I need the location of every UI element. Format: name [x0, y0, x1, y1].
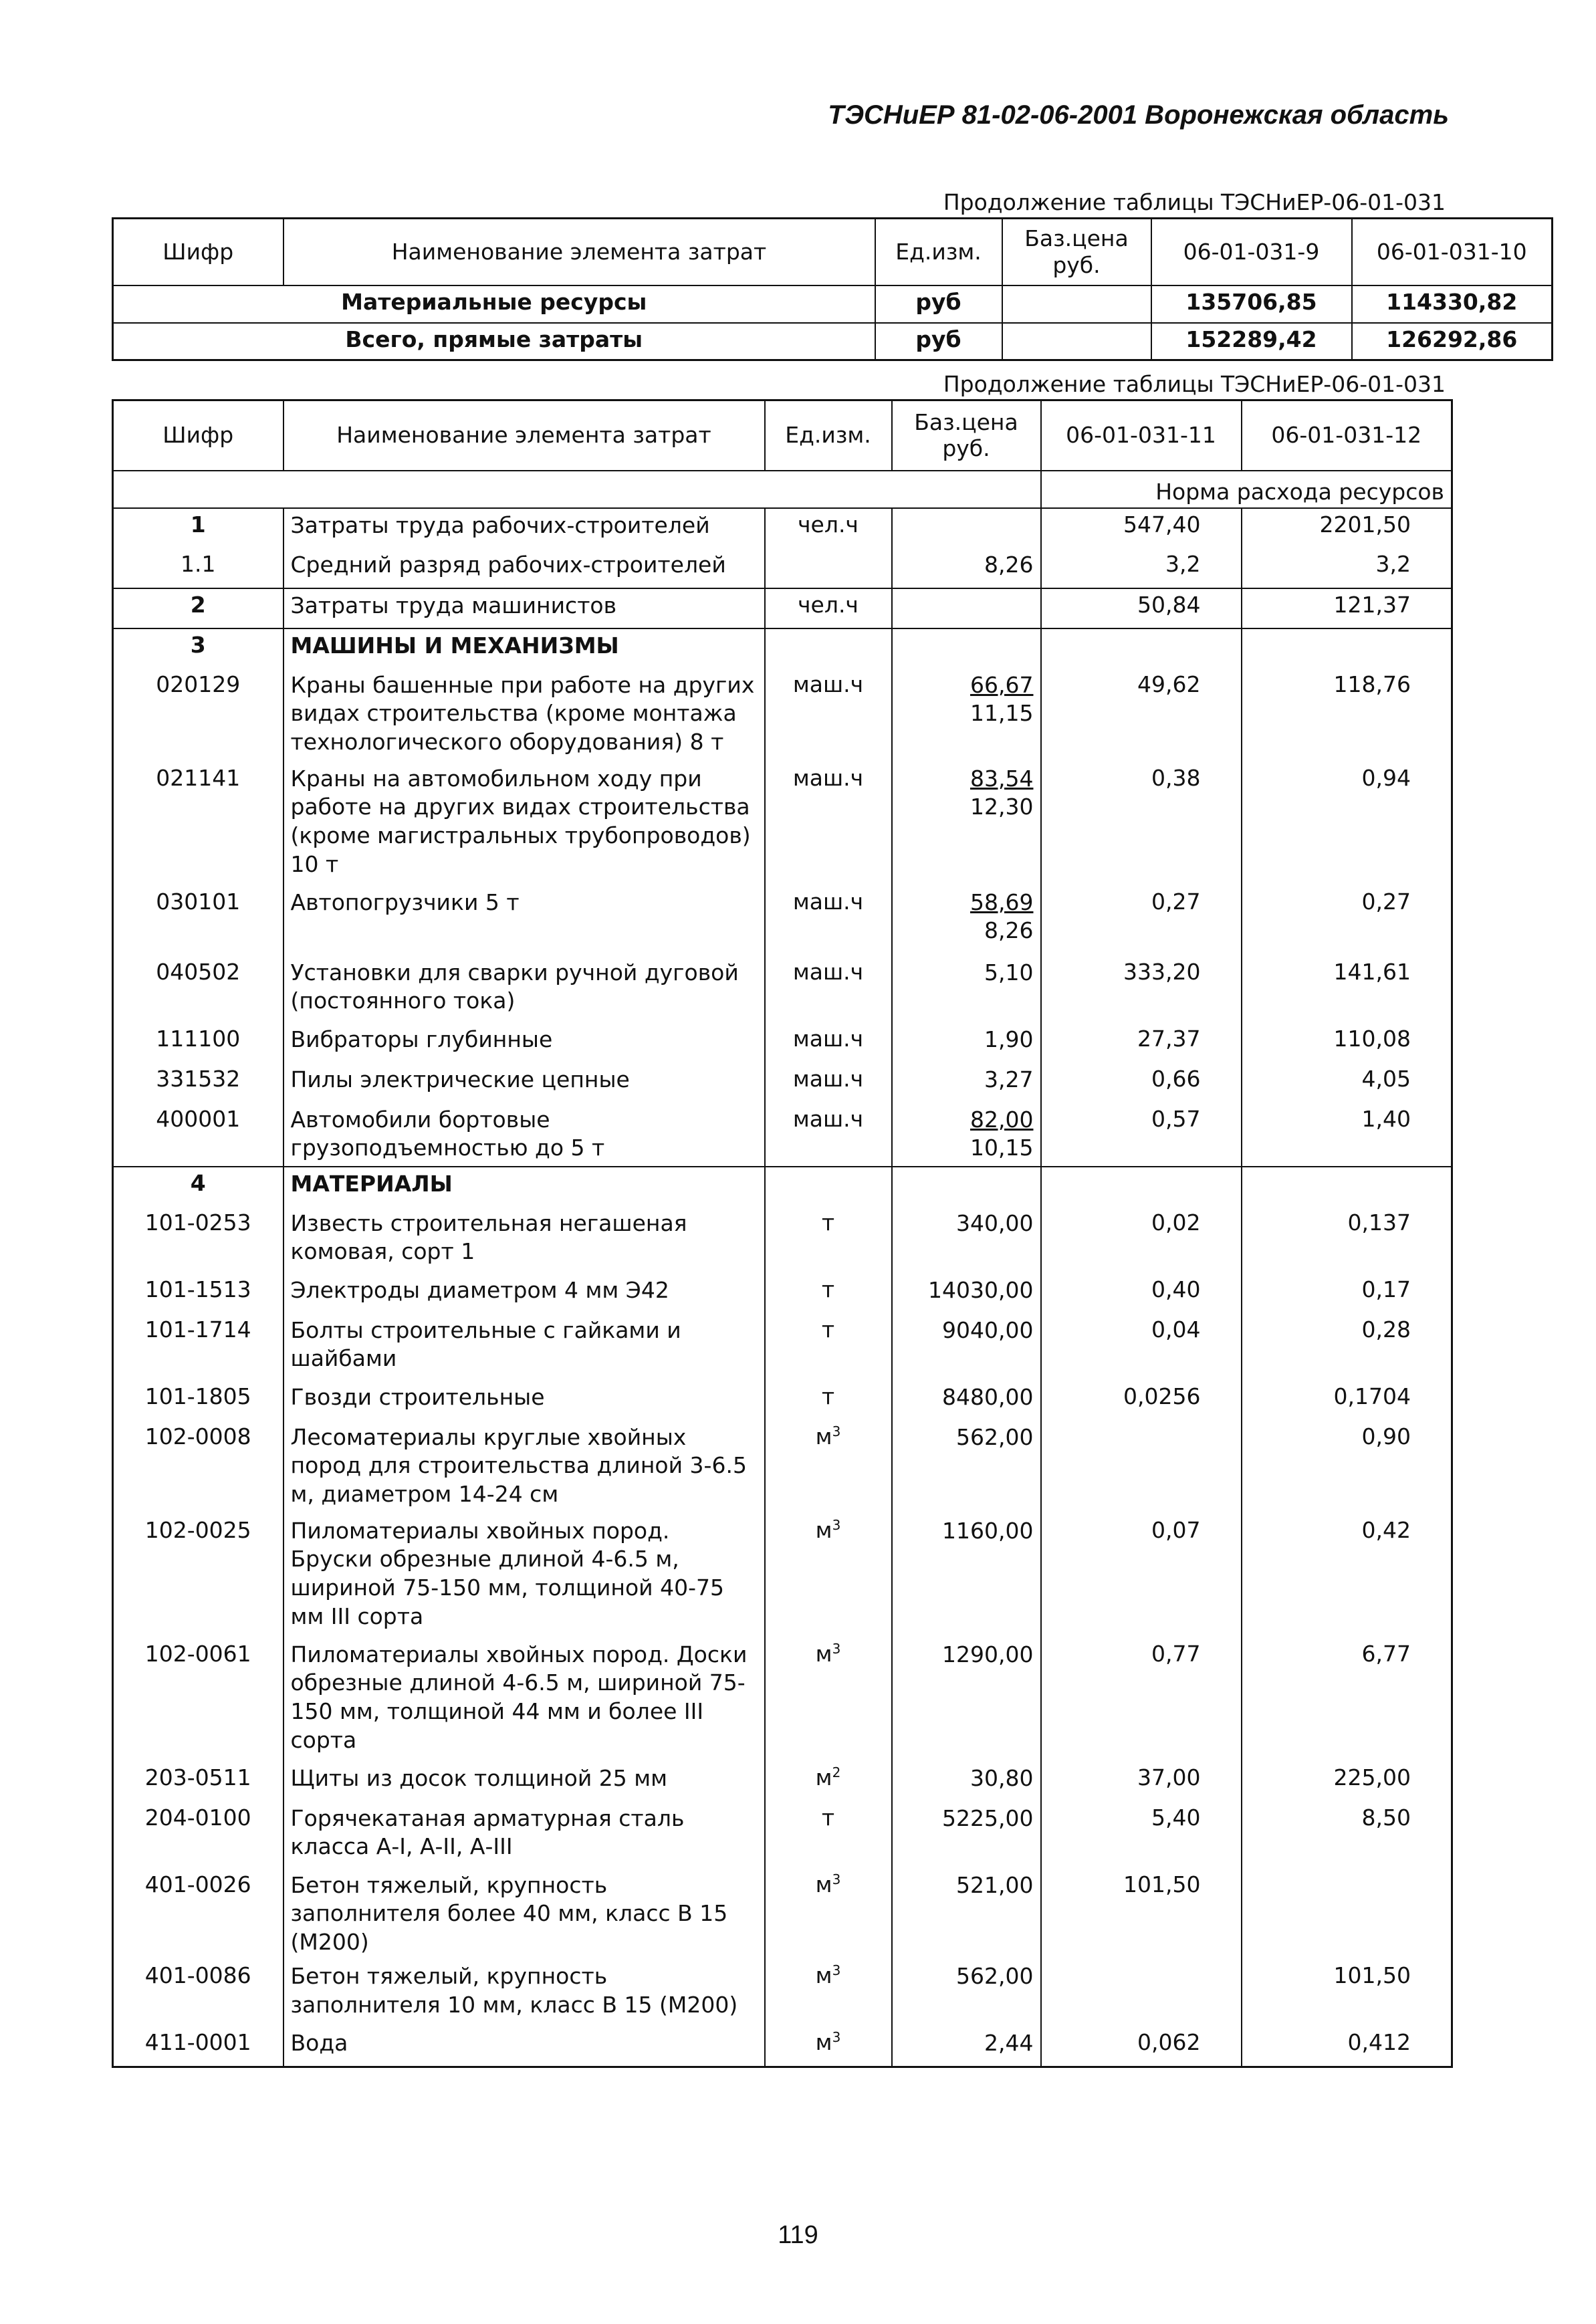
row-unit [765, 1023, 892, 1063]
row-unit [765, 2026, 892, 2067]
row-price [892, 628, 1041, 669]
row-price [892, 1802, 1041, 1869]
page-number: 119 [778, 2221, 818, 2249]
row-name: Средний разряд рабочих-строителей [283, 548, 765, 588]
row-value-a: 0,04 [1041, 1314, 1242, 1381]
table-row [113, 628, 1452, 669]
row-code: 400001 [113, 1103, 283, 1167]
row-value-a: 0,38 [1041, 762, 1242, 886]
table-row [113, 1023, 1452, 1063]
row-value-b: 141,61 [1242, 956, 1452, 1023]
unit-text: маш.ч [792, 1105, 864, 1132]
row-code: 401-0086 [113, 1960, 283, 2026]
row-value-a: 0,062 [1041, 2026, 1242, 2067]
unit-text: маш.ч [792, 1025, 864, 1052]
row-value-a: 27,37 [1041, 1023, 1242, 1063]
table-row [113, 1063, 1452, 1103]
row-name: Краны на автомобильном ходу при работе на других видах строительства (кроме магистральных трубопроводов) 10 т [283, 762, 765, 886]
row-code: 204-0100 [113, 1802, 283, 1869]
row-code: 331532 [113, 1063, 283, 1103]
unit-text: т [821, 1209, 835, 1236]
row-unit [765, 886, 892, 956]
table-row [113, 1167, 1452, 1207]
row-unit [765, 548, 892, 588]
row-name: Бетон тяжелый, крупность заполнителя 10 мм, класс В 15 (М200) [283, 1960, 765, 2026]
unit-text: чел.ч [798, 511, 859, 538]
row-price [892, 762, 1041, 886]
price-value: 9040,00 [942, 1316, 1034, 1343]
unit-text: м [815, 1640, 832, 1667]
row-code: 1 [113, 508, 283, 548]
row-price [892, 1381, 1041, 1421]
row-value-b [1242, 1167, 1452, 1207]
table-row [113, 323, 1553, 360]
table-row [113, 588, 1452, 628]
table-row [113, 1103, 1452, 1167]
unit-text: м [815, 1764, 832, 1790]
row-value-b: 101,50 [1242, 1960, 1452, 2026]
row-code: 030101 [113, 886, 283, 956]
col-header-name: Наименование элемента затрат [283, 400, 765, 471]
table-row [113, 1381, 1452, 1421]
row-value-a: 547,40 [1041, 508, 1242, 548]
row-code: 401-0026 [113, 1869, 283, 1960]
unit-text: чел.ч [798, 591, 859, 618]
col-header-code: Шифр [113, 400, 283, 471]
price-value: 66,67 [970, 671, 1034, 698]
row-value-b: 0,28 [1242, 1314, 1452, 1381]
row-value-b: 0,1704 [1242, 1381, 1452, 1421]
unit-text: т [821, 1276, 835, 1302]
row-value-a: 333,20 [1041, 956, 1242, 1023]
row-name: МАШИНЫ И МЕХАНИЗМЫ [283, 628, 765, 669]
price-salary: 12,30 [970, 794, 1034, 820]
unit-text: маш.ч [792, 1065, 864, 1092]
row-code: 4 [113, 1167, 283, 1207]
row-value-b: 6,77 [1242, 1638, 1452, 1762]
price-value: 5225,00 [942, 1805, 1034, 1831]
table-row [113, 1762, 1452, 1802]
col-header-price: Баз.цена руб. [892, 400, 1041, 471]
row-value-b: 0,90 [1242, 1421, 1452, 1514]
row-code: 101-0253 [113, 1207, 283, 1274]
col-header-a: 06-01-031-9 [1151, 219, 1352, 285]
table-row [113, 762, 1452, 886]
unit-text: м [815, 1871, 832, 1897]
row-value-b: 121,37 [1242, 588, 1452, 628]
row-unit [765, 1167, 892, 1207]
row-value-b [1242, 628, 1452, 669]
row-value-b: 0,27 [1242, 886, 1452, 956]
row-code: 102-0061 [113, 1638, 283, 1762]
row-value-a [1041, 1421, 1242, 1514]
price-value: 58,69 [970, 889, 1034, 915]
row-name: Вибраторы глубинные [283, 1023, 765, 1063]
row-unit [765, 1274, 892, 1314]
row-value-a: 50,84 [1041, 588, 1242, 628]
unit-exponent: 3 [832, 1516, 841, 1533]
row-value-a: 0,77 [1041, 1638, 1242, 1762]
row-value-b: 0,42 [1242, 1514, 1452, 1638]
row-price [892, 548, 1041, 588]
table-row [113, 1421, 1452, 1514]
row-price [892, 1274, 1041, 1314]
row-unit [765, 1063, 892, 1103]
document-header: ТЭСНиЕР 81-02-06-2001 Воронежская область [828, 100, 1449, 130]
price-value: 8,26 [984, 551, 1034, 578]
row-unit [765, 1103, 892, 1167]
table-row [113, 1802, 1452, 1869]
row-code: 102-0025 [113, 1514, 283, 1638]
table-row [113, 1960, 1452, 2026]
unit-exponent: 3 [832, 1962, 841, 1979]
row-value-a: 0,57 [1041, 1103, 1242, 1167]
unit-text: т [821, 1804, 835, 1831]
row-price [892, 1762, 1041, 1802]
col-header-unit: Ед.изм. [765, 400, 892, 471]
row-name: Автопогрузчики 5 т [283, 886, 765, 956]
row-name: Пиломатериалы хвойных пород. Доски обрезные длиной 4-6.5 м, шириной 75-150 мм, толщиной 44 мм и более III сорта [283, 1638, 765, 1762]
row-code: 021141 [113, 762, 283, 886]
row-value-b: 2201,50 [1242, 508, 1452, 548]
row-value-a: 0,27 [1041, 886, 1242, 956]
row-name: Вода [283, 2026, 765, 2067]
col-header-b: 06-01-031-12 [1242, 400, 1452, 471]
table-caption-2: Продолжение таблицы ТЭСНиЕР-06-01-031 [943, 371, 1446, 397]
table-row [113, 2026, 1452, 2067]
row-name: Бетон тяжелый, крупность заполнителя более 40 мм, класс В 15 (М200) [283, 1869, 765, 1960]
row-price [892, 1103, 1041, 1167]
price-value: 340,00 [956, 1209, 1034, 1236]
row-price [892, 588, 1041, 628]
row-unit [765, 1960, 892, 2026]
row-unit [765, 762, 892, 886]
row-value-b: 3,2 [1242, 548, 1452, 588]
price-value: 1,90 [984, 1026, 1034, 1052]
row-code: 040502 [113, 956, 283, 1023]
row-price [892, 1207, 1041, 1274]
price-value: 1290,00 [942, 1641, 1034, 1667]
row-value-b [1242, 1869, 1452, 1960]
row-price [892, 1638, 1041, 1762]
unit-text: м [815, 1962, 832, 1989]
unit-text: маш.ч [792, 888, 864, 915]
row-unit [765, 1207, 892, 1274]
row-value-a: 49,62 [1041, 669, 1242, 762]
row-value-b: 110,08 [1242, 1023, 1452, 1063]
row-price [892, 1514, 1041, 1638]
row-value-a [1041, 1167, 1242, 1207]
row-value-b: 4,05 [1242, 1063, 1452, 1103]
price-value: 562,00 [956, 1963, 1034, 1990]
row-unit [765, 1421, 892, 1514]
row-code: 3 [113, 628, 283, 669]
row-value-b: 118,76 [1242, 669, 1452, 762]
row-price [892, 1314, 1041, 1381]
row-price [892, 1167, 1041, 1207]
row-price [892, 1063, 1041, 1103]
row-price [892, 886, 1041, 956]
row-name: Гвозди строительные [283, 1381, 765, 1421]
table-row [113, 886, 1452, 956]
row-value-a: 152289,42 [1151, 323, 1352, 360]
row-unit [765, 956, 892, 1023]
row-name: Электроды диаметром 4 мм Э42 [283, 1274, 765, 1314]
unit-text: маш.ч [792, 958, 864, 985]
col-header-price: Баз.цена руб. [1002, 219, 1151, 285]
unit-text: м [815, 1423, 832, 1449]
row-price [892, 956, 1041, 1023]
price-value: 83,54 [970, 765, 1034, 792]
row-value-b: 0,94 [1242, 762, 1452, 886]
row-value-b: 225,00 [1242, 1762, 1452, 1802]
price-value: 8480,00 [942, 1383, 1034, 1410]
unit-exponent: 3 [832, 1871, 841, 1887]
row-value-b: 0,412 [1242, 2026, 1452, 2067]
row-unit [765, 1514, 892, 1638]
row-code: 1.1 [113, 548, 283, 588]
row-price [892, 1023, 1041, 1063]
table-caption-1: Продолжение таблицы ТЭСНиЕР-06-01-031 [943, 189, 1446, 215]
row-code: 2 [113, 588, 283, 628]
price-salary: 8,26 [984, 917, 1034, 944]
unit-text: т [821, 1316, 835, 1343]
row-unit [765, 1638, 892, 1762]
row-value-a: 0,02 [1041, 1207, 1242, 1274]
row-unit [765, 1314, 892, 1381]
row-name: Горячекатаная арматурная сталь класса А-I, А-II, А-III [283, 1802, 765, 1869]
row-name: Установки для сварки ручной дуговой (постоянного тока) [283, 956, 765, 1023]
row-price [892, 508, 1041, 548]
price-value: 82,00 [970, 1106, 1034, 1133]
unit-text: т [821, 1383, 835, 1409]
row-value-a: 3,2 [1041, 548, 1242, 588]
row-name: Автомобили бортовые грузоподъемностью до 5 т [283, 1103, 765, 1167]
row-name: Пиломатериалы хвойных пород. Бруски обрезные длиной 4-6.5 м, шириной 75-150 мм, толщиной 40-75 мм III сорта [283, 1514, 765, 1638]
row-name: Материальные ресурсы [113, 285, 875, 323]
row-value-a: 0,40 [1041, 1274, 1242, 1314]
price-salary: 11,15 [970, 700, 1034, 727]
table-row [113, 1514, 1452, 1638]
unit-exponent: 3 [832, 1423, 841, 1439]
price-value: 1160,00 [942, 1517, 1034, 1544]
table-row [113, 1869, 1452, 1960]
col-header-unit: Ед.изм. [875, 219, 1002, 285]
row-value-a: 101,50 [1041, 1869, 1242, 1960]
row-name: МАТЕРИАЛЫ [283, 1167, 765, 1207]
row-code: 101-1805 [113, 1381, 283, 1421]
row-unit [765, 1762, 892, 1802]
row-name: Лесоматериалы круглые хвойных пород для строительства длиной 3-6.5 м, диаметром 14-24 см [283, 1421, 765, 1514]
col-header-name: Наименование элемента затрат [283, 219, 875, 285]
row-unit [765, 669, 892, 762]
row-unit: руб [875, 285, 1002, 323]
row-name: Затраты труда рабочих-строителей [283, 508, 765, 548]
row-value-a: 0,0256 [1041, 1381, 1242, 1421]
row-price [892, 1869, 1041, 1960]
row-value-a: 0,66 [1041, 1063, 1242, 1103]
row-code: 102-0008 [113, 1421, 283, 1514]
table-row [113, 548, 1452, 588]
row-unit [765, 628, 892, 669]
row-name: Краны башенные при работе на других видах строительства (кроме монтажа технологического оборудования) 8 т [283, 669, 765, 762]
row-price [892, 1421, 1041, 1514]
price-value: 2,44 [984, 2030, 1034, 2057]
col-header-b: 06-01-031-10 [1352, 219, 1553, 285]
row-value-a [1041, 1960, 1242, 2026]
row-price [1002, 323, 1151, 360]
row-code: 111100 [113, 1023, 283, 1063]
row-unit [765, 1802, 892, 1869]
resources-table [112, 399, 1453, 2068]
norm-header: Норма расхода ресурсов [1041, 471, 1452, 508]
row-value-a: 135706,85 [1151, 285, 1352, 323]
price-value: 5,10 [984, 959, 1034, 985]
row-value-a: 37,00 [1041, 1762, 1242, 1802]
col-header-a: 06-01-031-11 [1041, 400, 1242, 471]
col-header-code: Шифр [113, 219, 283, 285]
row-unit [765, 1869, 892, 1960]
row-name: Всего, прямые затраты [113, 323, 875, 360]
summary-table [112, 217, 1553, 361]
price-salary: 10,15 [970, 1135, 1034, 1161]
row-value-b: 126292,86 [1352, 323, 1553, 360]
table-row [113, 956, 1452, 1023]
table-row [113, 1314, 1452, 1381]
unit-text: маш.ч [792, 764, 864, 791]
row-unit [765, 1381, 892, 1421]
row-unit: руб [875, 323, 1002, 360]
row-name: Щиты из досок толщиной 25 мм [283, 1762, 765, 1802]
row-price [892, 1960, 1041, 2026]
row-value-b: 1,40 [1242, 1103, 1452, 1167]
row-name: Затраты труда машинистов [283, 588, 765, 628]
row-unit [765, 588, 892, 628]
unit-exponent: 3 [832, 1640, 841, 1657]
row-value-a [1041, 628, 1242, 669]
row-code: 101-1714 [113, 1314, 283, 1381]
row-value-b: 0,17 [1242, 1274, 1452, 1314]
price-value: 562,00 [956, 1423, 1034, 1450]
row-name: Пилы электрические цепные [283, 1063, 765, 1103]
unit-text: м [815, 2029, 832, 2056]
row-unit [765, 508, 892, 548]
table-row [113, 508, 1452, 548]
unit-text: маш.ч [792, 671, 864, 697]
price-value: 14030,00 [928, 1276, 1034, 1303]
table-row [113, 1638, 1452, 1762]
table-row [113, 285, 1553, 323]
row-name: Известь строительная негашеная комовая, сорт 1 [283, 1207, 765, 1274]
table-row [113, 1207, 1452, 1274]
price-value: 521,00 [956, 1871, 1034, 1898]
row-code: 203-0511 [113, 1762, 283, 1802]
row-code: 411-0001 [113, 2026, 283, 2067]
table-row [113, 669, 1452, 762]
table-row [113, 1274, 1452, 1314]
unit-exponent: 3 [832, 2029, 841, 2046]
row-code: 101-1513 [113, 1274, 283, 1314]
row-code: 020129 [113, 669, 283, 762]
unit-text: м [815, 1516, 832, 1543]
row-value-b: 0,137 [1242, 1207, 1452, 1274]
unit-exponent: 2 [832, 1764, 841, 1780]
price-value: 3,27 [984, 1066, 1034, 1092]
row-value-b: 114330,82 [1352, 285, 1553, 323]
row-price [892, 669, 1041, 762]
row-name: Болты строительные с гайками и шайбами [283, 1314, 765, 1381]
row-value-b: 8,50 [1242, 1802, 1452, 1869]
row-price [1002, 285, 1151, 323]
row-price [892, 2026, 1041, 2067]
row-value-a: 0,07 [1041, 1514, 1242, 1638]
row-value-a: 5,40 [1041, 1802, 1242, 1869]
price-value: 30,80 [970, 1764, 1034, 1791]
